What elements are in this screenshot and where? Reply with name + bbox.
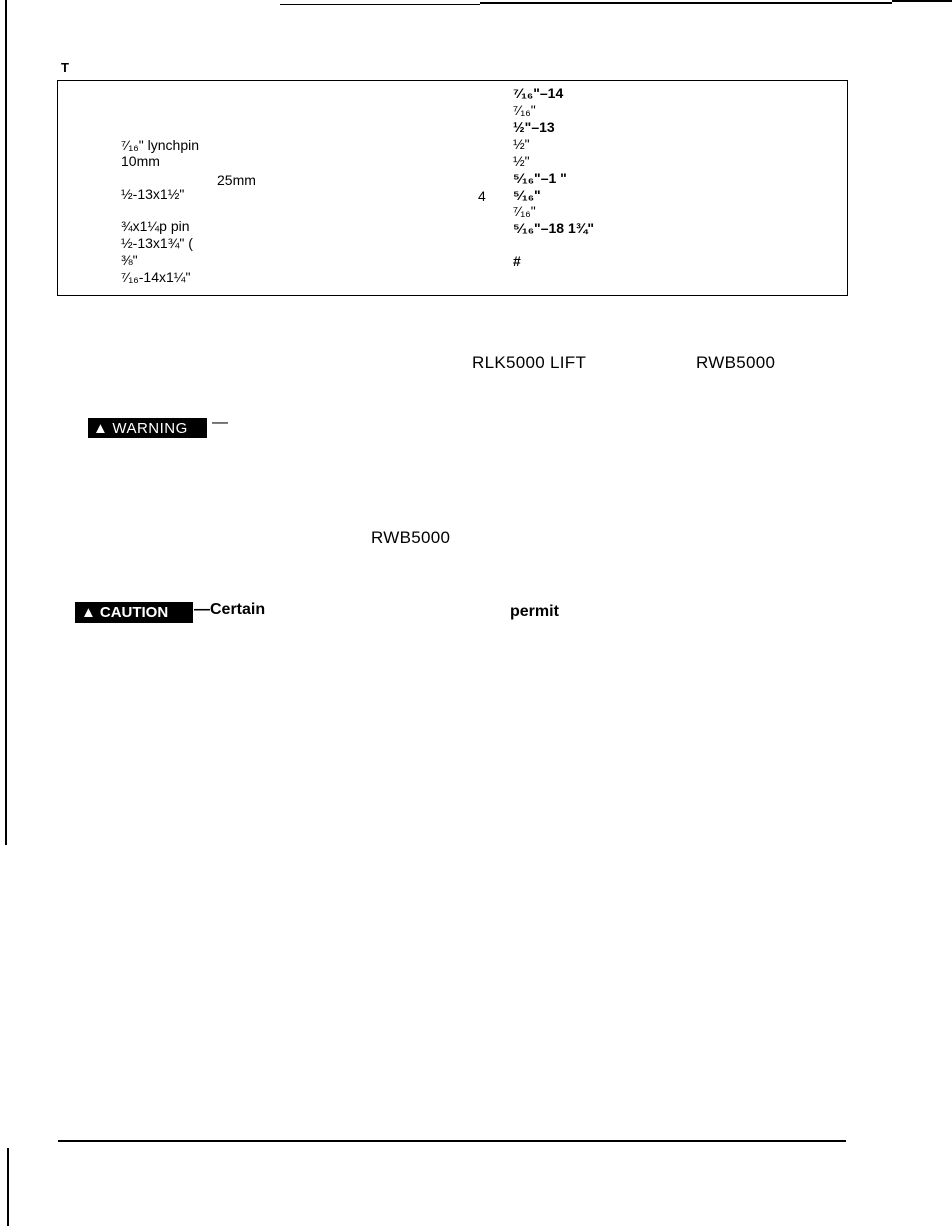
warning-badge bbox=[88, 418, 207, 438]
warning-dash: — bbox=[212, 414, 228, 431]
part-right-5: ½" bbox=[513, 153, 530, 169]
part-left-2: 10mm bbox=[121, 153, 160, 169]
part-left-1: ⁷⁄₁₆" lynchpin bbox=[121, 137, 199, 153]
header-corner-mark bbox=[892, 0, 952, 2]
part-left-6: ½-13x1¾" ( bbox=[121, 235, 193, 251]
part-left-5: ¾x1¼p pin bbox=[121, 218, 190, 234]
table-label: T bbox=[61, 60, 69, 75]
part-right-8: ⁷⁄₁₆" bbox=[513, 203, 536, 219]
part-right-9: ⁵⁄₁₆"–18 1¾" bbox=[513, 220, 595, 236]
caution-badge bbox=[75, 602, 193, 623]
part-left-8: ⁷⁄₁₆-14x1¼" bbox=[121, 269, 191, 285]
header-rule bbox=[480, 2, 892, 4]
part-right-10: # bbox=[513, 253, 521, 269]
caution-text: —Certain bbox=[194, 601, 266, 618]
part-right-4: ½" bbox=[513, 136, 530, 152]
header-rule-thin bbox=[280, 4, 480, 5]
caution-label: CAUTION bbox=[99, 604, 169, 621]
part-left-4: ½-13x1½" bbox=[121, 186, 185, 202]
model-rwb5000-1: RWB5000 bbox=[696, 353, 776, 372]
model-rlk5000-lift: RLK5000 LIFT bbox=[472, 353, 587, 372]
left-margin-rule bbox=[5, 0, 7, 845]
caution-word-permit: permit bbox=[510, 603, 559, 620]
part-right-7: ⁵⁄₁₆" bbox=[513, 187, 541, 203]
part-right-6: ⁵⁄₁₆"–1 " bbox=[513, 170, 567, 186]
left-margin-rule-bottom bbox=[7, 1148, 9, 1226]
part-left-3: 25mm bbox=[217, 172, 256, 188]
part-left-7: ⅜" bbox=[121, 252, 138, 268]
caution-triangle-icon: ▲ bbox=[81, 604, 96, 621]
warning-label: WARNING bbox=[112, 419, 188, 437]
footer-rule bbox=[58, 1140, 846, 1142]
part-right-2: ⁷⁄₁₆" bbox=[513, 102, 536, 118]
parts-list-box bbox=[57, 80, 848, 296]
warning-triangle-icon: ▲ bbox=[93, 419, 109, 437]
model-rwb5000-2: RWB5000 bbox=[371, 528, 451, 547]
part-middle-1: 4 bbox=[478, 188, 486, 204]
part-right-1: ⁷⁄₁₆"–14 bbox=[513, 85, 564, 101]
part-right-3: ½"–13 bbox=[513, 119, 555, 135]
